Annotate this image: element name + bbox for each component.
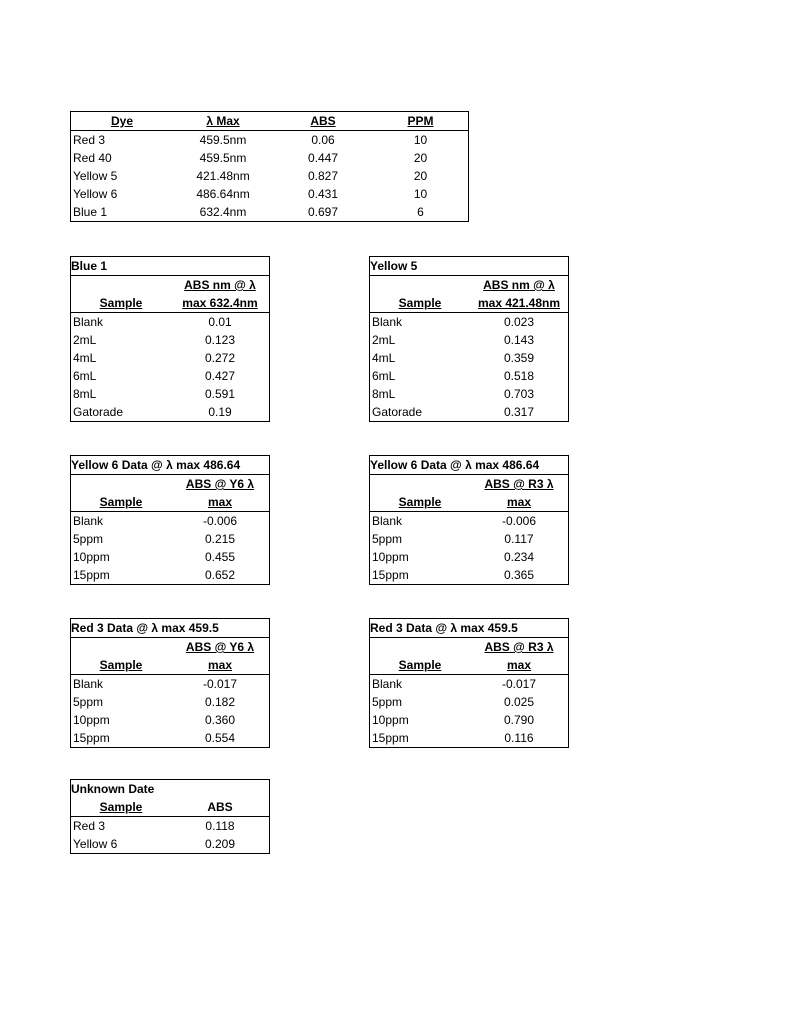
table-row bbox=[370, 729, 568, 747]
table-cell: 0.703 bbox=[503, 387, 535, 401]
table-cell: Blank bbox=[73, 315, 104, 329]
yellow6-r3-table bbox=[369, 455, 569, 585]
table-cell: 5ppm bbox=[73, 532, 104, 546]
table-cell: 10ppm bbox=[372, 713, 409, 727]
table-cell: 2mL bbox=[372, 333, 396, 347]
table-cell: Blank bbox=[73, 514, 104, 528]
table-cell: 15ppm bbox=[372, 731, 409, 745]
table-cell: 15ppm bbox=[73, 568, 110, 582]
column-header: ABS @ R3 λ bbox=[484, 640, 554, 654]
column-header: Sample bbox=[99, 296, 143, 310]
red3-r3-table bbox=[369, 618, 569, 748]
table-row bbox=[71, 131, 468, 149]
table-cell: 459.5nm bbox=[199, 133, 247, 147]
table-row bbox=[370, 512, 568, 530]
table-title: Red 3 Data @ λ max 459.5 bbox=[370, 619, 568, 638]
table-cell: 0.143 bbox=[503, 333, 535, 347]
table-cell: 0.234 bbox=[503, 550, 535, 564]
table-cell: 0.025 bbox=[503, 695, 535, 709]
column-header: PPM bbox=[407, 114, 434, 128]
table-header-row bbox=[370, 276, 568, 294]
table-cell: 421.48nm bbox=[196, 169, 250, 183]
table-cell: 10ppm bbox=[73, 713, 110, 727]
table-cell: Red 3 bbox=[73, 133, 106, 147]
table-row bbox=[370, 530, 568, 548]
table-row bbox=[370, 349, 568, 367]
table-cell: -0.006 bbox=[202, 514, 238, 528]
table-row bbox=[71, 512, 269, 530]
table-cell: Blank bbox=[372, 677, 403, 691]
table-cell: 0.652 bbox=[204, 568, 236, 582]
column-header: max 421.48nm bbox=[477, 296, 561, 310]
table-cell: 0.06 bbox=[311, 133, 335, 147]
table-cell: 8mL bbox=[73, 387, 97, 401]
table-row bbox=[71, 835, 269, 853]
column-header: Sample bbox=[99, 658, 143, 672]
table-row bbox=[71, 367, 269, 385]
table-header-row bbox=[71, 294, 269, 313]
table-header-row bbox=[71, 493, 269, 512]
table-header-row bbox=[370, 475, 568, 493]
table-header-row bbox=[71, 798, 269, 817]
table-cell: 20 bbox=[413, 151, 428, 165]
table-cell: 0.554 bbox=[204, 731, 236, 745]
table-cell: 6mL bbox=[372, 369, 396, 383]
table-row bbox=[71, 331, 269, 349]
column-header: Sample bbox=[99, 800, 143, 814]
table-cell: Gatorade bbox=[73, 405, 124, 419]
table-title: Yellow 6 Data @ λ max 486.64 bbox=[370, 456, 568, 475]
column-header: λ Max bbox=[206, 114, 240, 128]
red3-y6-table bbox=[70, 618, 270, 748]
column-header: Sample bbox=[99, 495, 143, 509]
table-cell: Yellow 6 bbox=[73, 837, 118, 851]
table-cell: Blank bbox=[372, 514, 403, 528]
table-cell: 6 bbox=[417, 205, 424, 219]
table-cell: 0.117 bbox=[504, 532, 534, 546]
table-cell: 0.427 bbox=[204, 369, 236, 383]
table-title: Red 3 Data @ λ max 459.5 bbox=[71, 619, 269, 638]
column-header: Sample bbox=[398, 296, 442, 310]
table-cell: Blue 1 bbox=[73, 205, 108, 219]
table-row bbox=[370, 693, 568, 711]
table-cell: 10ppm bbox=[372, 550, 409, 564]
table-cell: 459.5nm bbox=[199, 151, 247, 165]
table-row bbox=[71, 693, 269, 711]
dye-summary-table bbox=[70, 111, 469, 222]
table-row bbox=[71, 349, 269, 367]
table-row bbox=[71, 675, 269, 693]
table-cell: 0.365 bbox=[503, 568, 535, 582]
table-row bbox=[71, 530, 269, 548]
table-row bbox=[71, 566, 269, 584]
table-cell: 0.272 bbox=[204, 351, 236, 365]
column-header: max bbox=[207, 658, 233, 672]
table-cell: 20 bbox=[413, 169, 428, 183]
table-row bbox=[370, 385, 568, 403]
table-cell: -0.017 bbox=[202, 677, 238, 691]
column-header: ABS bbox=[207, 800, 233, 814]
table-cell: 0.591 bbox=[204, 387, 236, 401]
table-cell: 0.182 bbox=[204, 695, 236, 709]
table-cell: 0.359 bbox=[503, 351, 535, 365]
table-cell: 4mL bbox=[73, 351, 97, 365]
table-header-row bbox=[71, 638, 269, 656]
table-header-row bbox=[71, 112, 468, 131]
table-row bbox=[71, 167, 468, 185]
table-cell: Blank bbox=[73, 677, 104, 691]
table-cell: 10ppm bbox=[73, 550, 110, 564]
table-row bbox=[71, 817, 269, 835]
table-cell: 15ppm bbox=[73, 731, 110, 745]
table-header-row bbox=[370, 638, 568, 656]
table-cell: 5ppm bbox=[372, 695, 403, 709]
table-cell: 632.4nm bbox=[199, 205, 247, 219]
column-header: Sample bbox=[398, 495, 442, 509]
table-header-row bbox=[71, 656, 269, 675]
column-header: Dye bbox=[110, 114, 133, 128]
table-row bbox=[370, 331, 568, 349]
table-cell: 0.215 bbox=[204, 532, 236, 546]
table-row bbox=[370, 548, 568, 566]
table-header-row bbox=[370, 493, 568, 512]
table-row bbox=[71, 385, 269, 403]
table-title: Yellow 5 bbox=[370, 257, 568, 276]
table-cell: 0.118 bbox=[205, 819, 235, 833]
unknown-table bbox=[70, 779, 270, 854]
table-cell: 0.19 bbox=[208, 405, 232, 419]
yellow6-y6-table bbox=[70, 455, 270, 585]
column-header: max bbox=[506, 495, 532, 509]
table-row bbox=[71, 313, 269, 331]
table-row bbox=[370, 566, 568, 584]
table-cell: 0.116 bbox=[504, 731, 534, 745]
table-row bbox=[71, 203, 468, 221]
table-row bbox=[71, 548, 269, 566]
table-cell: Blank bbox=[372, 315, 403, 329]
table-header-row bbox=[370, 294, 568, 313]
table-cell: 0.317 bbox=[503, 405, 535, 419]
blue1-table bbox=[70, 256, 270, 422]
column-header: max bbox=[506, 658, 532, 672]
table-row bbox=[71, 149, 468, 167]
column-header: ABS nm @ λ bbox=[184, 278, 256, 292]
column-header: ABS @ R3 λ bbox=[484, 477, 554, 491]
table-row bbox=[370, 403, 568, 421]
table-cell: 0.023 bbox=[503, 315, 535, 329]
table-cell: 0.360 bbox=[204, 713, 236, 727]
table-cell: Red 3 bbox=[73, 819, 106, 833]
table-cell: Red 40 bbox=[73, 151, 112, 165]
table-title: Blue 1 bbox=[71, 257, 269, 276]
table-cell: 6mL bbox=[73, 369, 97, 383]
table-cell: 5ppm bbox=[372, 532, 403, 546]
column-header: ABS @ Y6 λ bbox=[185, 640, 255, 654]
table-cell: 0.827 bbox=[307, 169, 339, 183]
table-header-row bbox=[71, 475, 269, 493]
table-cell: 0.447 bbox=[307, 151, 339, 165]
table-cell: 0.518 bbox=[503, 369, 535, 383]
table-title: Unknown Date bbox=[71, 782, 155, 796]
table-cell: 0.455 bbox=[204, 550, 236, 564]
table-cell: 0.790 bbox=[503, 713, 535, 727]
yellow5-table bbox=[369, 256, 569, 422]
table-row bbox=[370, 711, 568, 729]
table-title: Yellow 6 Data @ λ max 486.64 bbox=[71, 456, 269, 475]
table-row bbox=[71, 185, 468, 203]
table-cell: 0.697 bbox=[307, 205, 339, 219]
table-cell: 15ppm bbox=[372, 568, 409, 582]
column-header: ABS @ Y6 λ bbox=[185, 477, 255, 491]
column-header: max 632.4nm bbox=[182, 296, 258, 310]
table-cell: 4mL bbox=[372, 351, 396, 365]
table-cell: Gatorade bbox=[372, 405, 423, 419]
table-cell: 10 bbox=[413, 133, 428, 147]
column-header: max bbox=[207, 495, 233, 509]
table-row bbox=[370, 675, 568, 693]
table-cell: Yellow 6 bbox=[73, 187, 118, 201]
table-cell: 0.01 bbox=[208, 315, 232, 329]
table-header-row bbox=[71, 276, 269, 294]
table-cell: 2mL bbox=[73, 333, 97, 347]
column-header: Sample bbox=[398, 658, 442, 672]
table-cell: 0.123 bbox=[204, 333, 236, 347]
table-cell: 0.431 bbox=[307, 187, 339, 201]
table-cell: 10 bbox=[413, 187, 428, 201]
table-header-row bbox=[370, 656, 568, 675]
table-cell: 0.209 bbox=[204, 837, 236, 851]
column-header: ABS bbox=[310, 114, 336, 128]
table-row bbox=[71, 729, 269, 747]
table-cell: Yellow 5 bbox=[73, 169, 118, 183]
column-header: ABS nm @ λ bbox=[483, 278, 555, 292]
table-cell: -0.006 bbox=[501, 514, 537, 528]
table-cell: 8mL bbox=[372, 387, 396, 401]
table-row bbox=[71, 403, 269, 421]
table-row bbox=[370, 313, 568, 331]
table-cell: 486.64nm bbox=[196, 187, 250, 201]
table-row bbox=[71, 711, 269, 729]
table-cell: -0.017 bbox=[501, 677, 537, 691]
table-row bbox=[370, 367, 568, 385]
table-cell: 5ppm bbox=[73, 695, 104, 709]
